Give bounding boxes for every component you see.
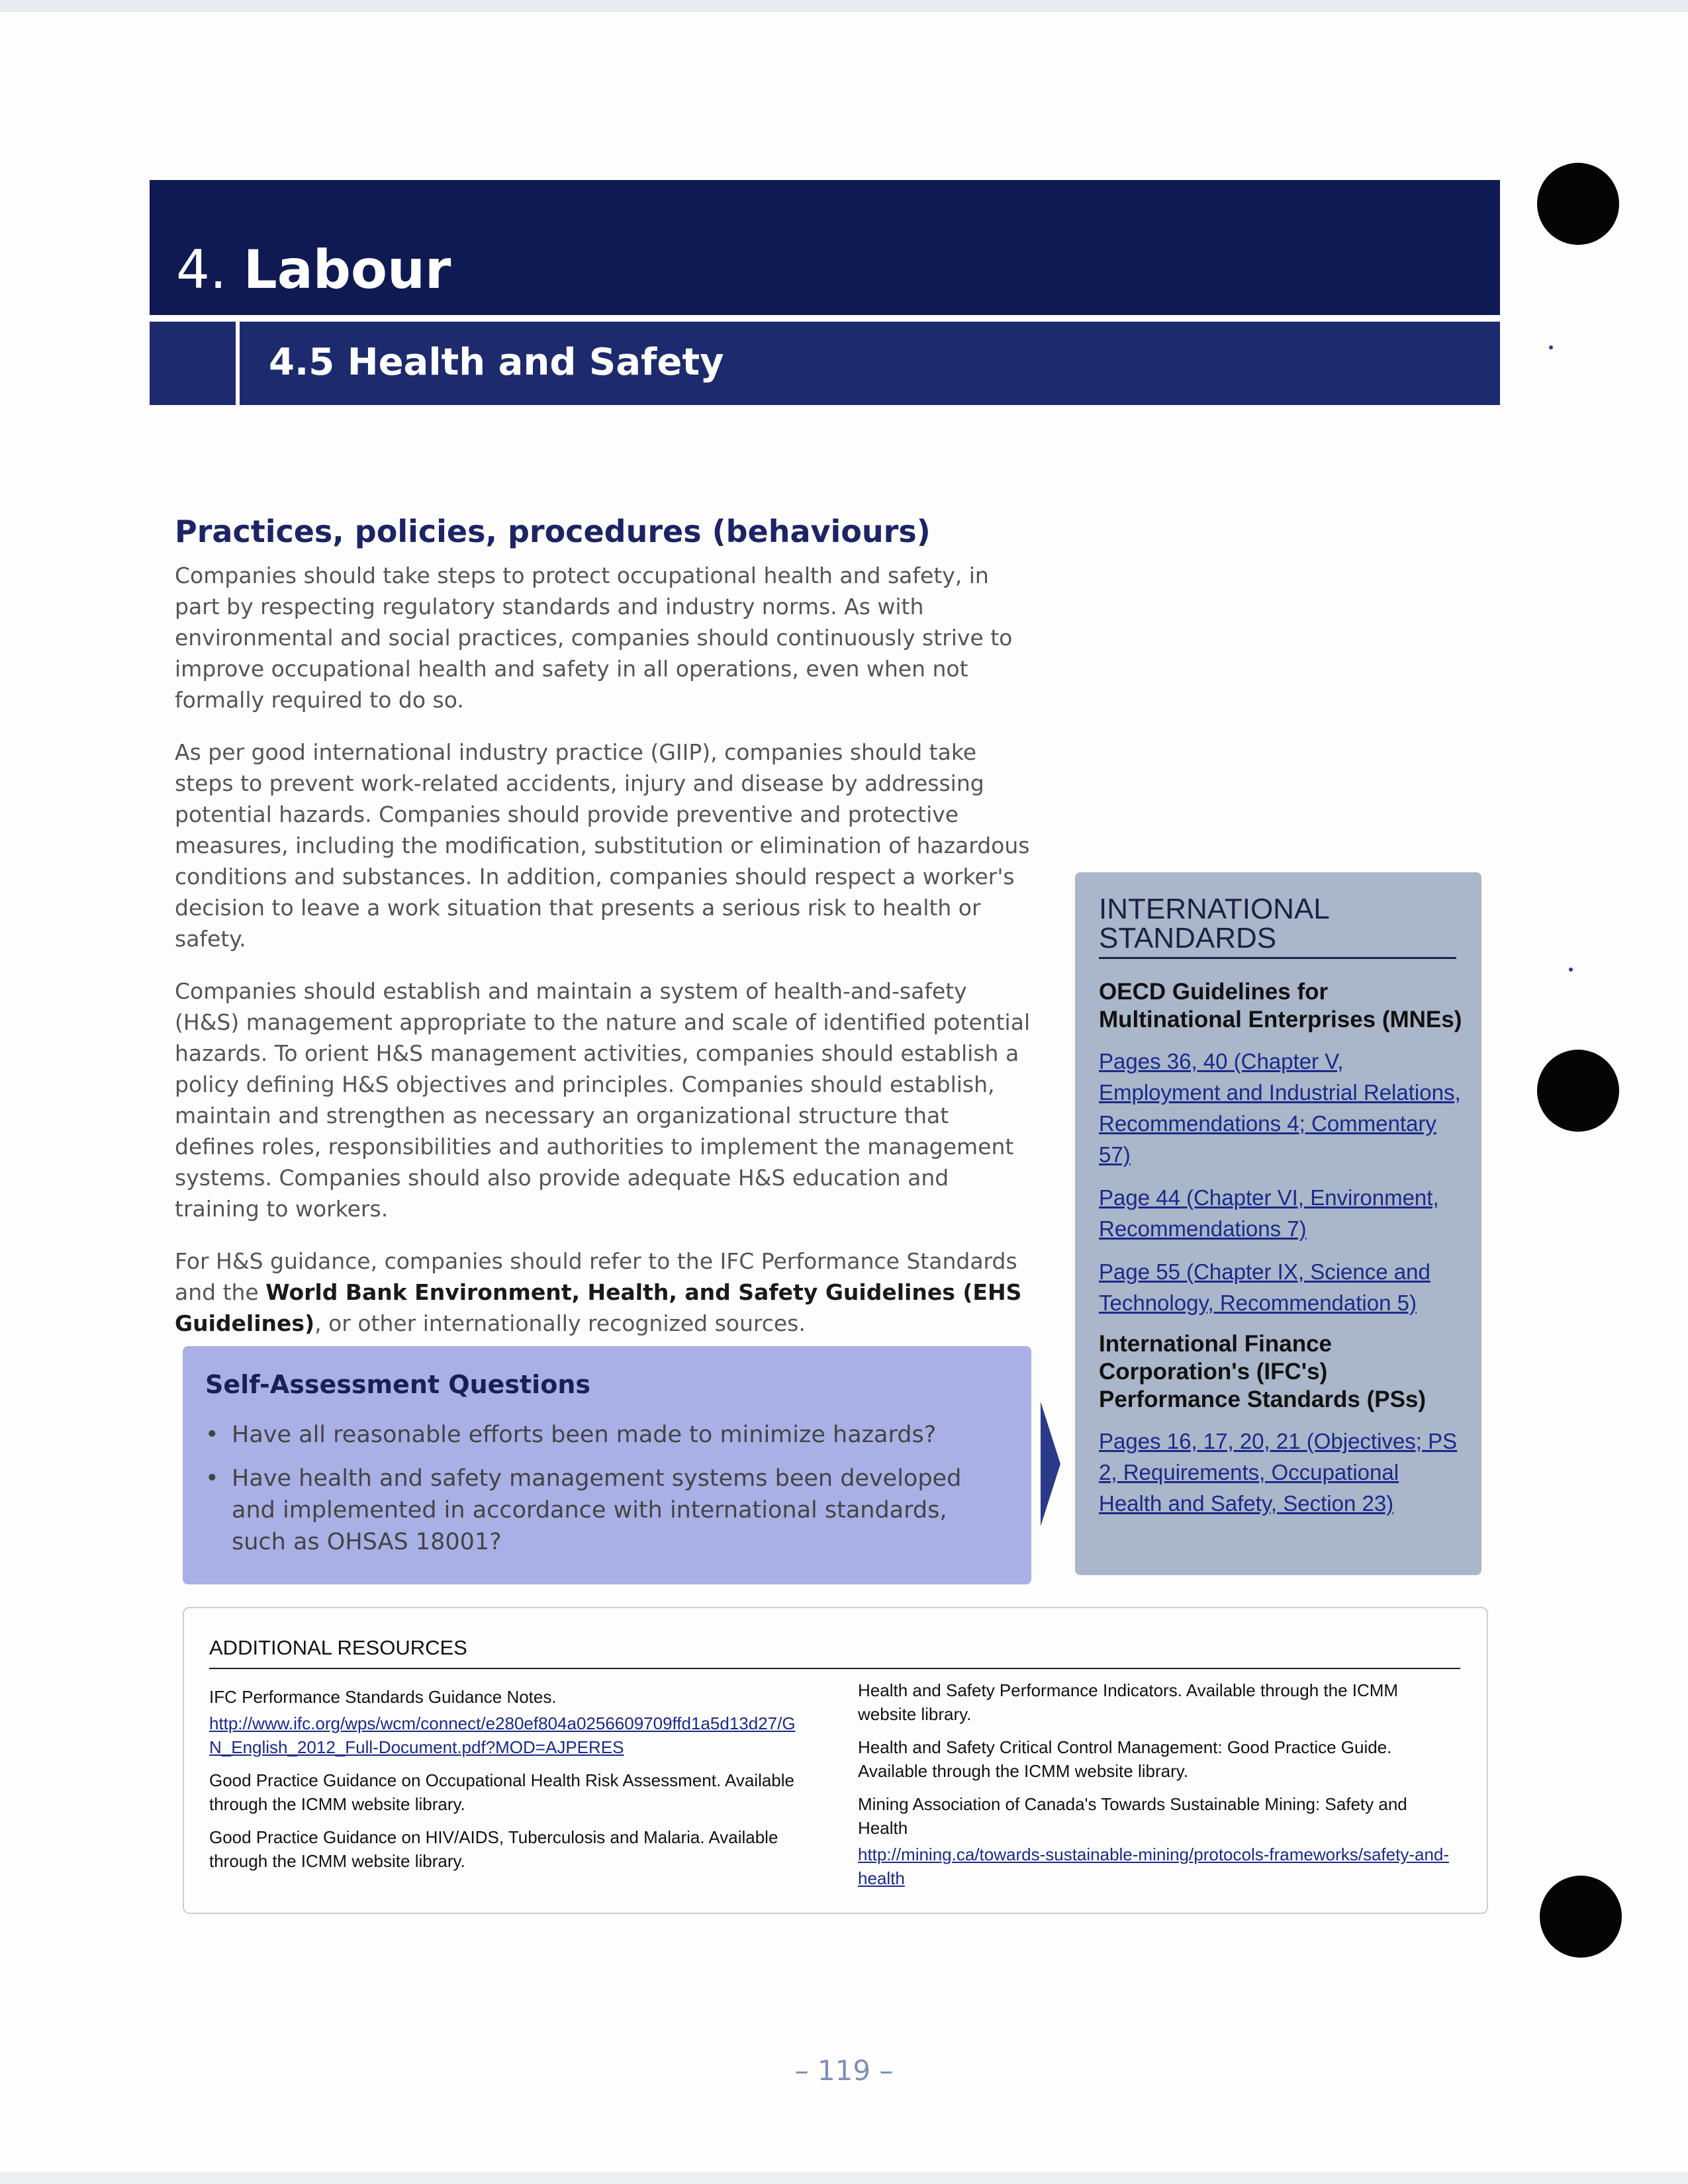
scan-speck [1549, 345, 1553, 349]
question-text: Have health and safety management systems been developed and implemented in accordance with international standards, such as OHSAS 18001? [232, 1465, 962, 1555]
ifc-standards-title: International Finance Corporation's (IFC's) Performance Standards (PSs) [1099, 1331, 1427, 1412]
additional-resources-title: ADDITIONAL RESOURCES [209, 1636, 1460, 1669]
self-assessment-list [205, 1419, 1000, 1570]
practices-heading: Practices, policies, procedures (behaviours) [175, 514, 931, 549]
chapter-banner [150, 180, 1500, 315]
page-number: – 119 – [794, 2054, 894, 2087]
binder-hole-middle [1537, 1050, 1619, 1132]
resources-left-column [209, 1685, 805, 1882]
oecd-link-chapter-vi[interactable]: Page 44 (Chapter VI, Environment, Recommendations 7) [1099, 1185, 1439, 1241]
resource-critical-control: Health and Safety Critical Control Management: Good Practice Guide. Available through the ICMM website library. [858, 1737, 1392, 1781]
section-title: 4.5 Health and Safety [269, 341, 724, 384]
resource-health-risk-assessment: Good Practice Guidance on Occupational Health Risk Assessment. Available through the ICMM website library. [209, 1770, 794, 1814]
body-paragraph-2: As per good international industry practice (GIIP), companies should take steps to prevent work-related accidents, injury and disease by addressing potential hazards. Companies should provide preventive and protective measures, including the modification, substitution or elimination of hazardous conditions and substances. In addition, companies should respect a worker's decision to leave a work situation that presents a serious risk to health or safety. [175, 739, 1030, 952]
question-text: Have all reasonable efforts been made to minimize hazards? [232, 1422, 937, 1448]
list-item [205, 1463, 1000, 1558]
guidance-text-end: , or other internationally recognized sources. [314, 1310, 806, 1336]
guidance-paragraph [175, 1246, 1035, 1339]
guidance-text-start: For H&S guidance, companies should refer to the IFC Performance Standards and the [175, 1248, 1017, 1305]
body-paragraph-1: Companies should take steps to protect occupational health and safety, in part by respecting regulatory standards and industry norms. As with environmental and social practices, companies should continuously strive to improve occupational health and safety in all operations, even when not formally required to do so. [175, 563, 1013, 713]
banner-divider [236, 322, 240, 405]
binder-hole-top [1537, 163, 1619, 245]
chapter-word: Labour [243, 239, 451, 300]
self-assessment-box [183, 1346, 1031, 1584]
bullet-icon: • [205, 1422, 219, 1448]
bullet-icon: • [205, 1465, 219, 1492]
scan-bottom-edge [0, 2172, 1688, 2184]
additional-resources-box [183, 1607, 1488, 1914]
ehs-guidelines-reference: World Bank Environment, Health, and Safety Guidelines (EHS Guidelines) [175, 1279, 1022, 1336]
resources-right-column [858, 1678, 1454, 1899]
self-assessment-title: Self-Assessment Questions [205, 1370, 590, 1399]
international-standards-box [1075, 872, 1481, 1575]
resource-ifc-guidance-notes: IFC Performance Standards Guidance Notes. [209, 1687, 557, 1707]
list-item [205, 1419, 1000, 1451]
international-standards-title: INTERNATIONAL STANDARDS [1099, 895, 1456, 959]
resource-mining-association-link[interactable]: http://mining.ca/towards-sustainable-mining/protocols-frameworks/safety-and-health [858, 1844, 1450, 1888]
resource-mining-association: Mining Association of Canada's Towards Sustainable Mining: Safety and Health [858, 1794, 1407, 1838]
oecd-link-chapter-ix[interactable]: Page 55 (Chapter IX, Science and Technology, Recommendation 5) [1099, 1259, 1430, 1315]
body-paragraph-3: Companies should establish and maintain a system of health-and-safety (H&S) management appropriate to the nature and scale of identified potential hazards. To orient H&S management activities, companies should establish a policy defining H&S objectives and principles. Companies should establish, maintain and strengthen as necessary an organizational structure that defines roles, responsibilities and authorities to implement the management systems. Companies should also provide adequate H&S education and training to workers. [175, 978, 1031, 1222]
resource-performance-indicators: Health and Safety Performance Indicators. Available through the ICMM website library. [858, 1680, 1399, 1724]
oecd-link-chapter-v[interactable]: Pages 36, 40 (Chapter V, Employment and Industrial Relations, Recommendations 4; Commentary 57) [1099, 1049, 1461, 1167]
scan-top-edge [0, 0, 1688, 12]
main-content [175, 514, 1035, 1360]
section-banner [150, 322, 1500, 405]
ifc-link-ps2[interactable]: Pages 16, 17, 20, 21 (Objectives; PS 2, Requirements, Occupational Health and Safety, Section 23) [1099, 1429, 1458, 1516]
resource-hiv-aids-guidance: Good Practice Guidance on HIV/AIDS, Tuberculosis and Malaria. Available through the ICMM website library. [209, 1827, 778, 1871]
chapter-number: 4. [176, 239, 227, 300]
oecd-guidelines-title: OECD Guidelines for Multinational Enterprises (MNEs) [1099, 979, 1462, 1032]
chapter-title [176, 239, 451, 300]
resource-ifc-guidance-link[interactable]: http://www.ifc.org/wps/wcm/connect/e280ef804a0256609709ffd1a5d13d27/GN_English_2012_Full-Document.pdf?MOD=AJPERES [209, 1713, 796, 1757]
scan-speck [1569, 968, 1573, 972]
binder-hole-bottom [1540, 1876, 1622, 1958]
international-standards-body [1099, 978, 1467, 1531]
arrow-right-icon [1041, 1402, 1060, 1526]
